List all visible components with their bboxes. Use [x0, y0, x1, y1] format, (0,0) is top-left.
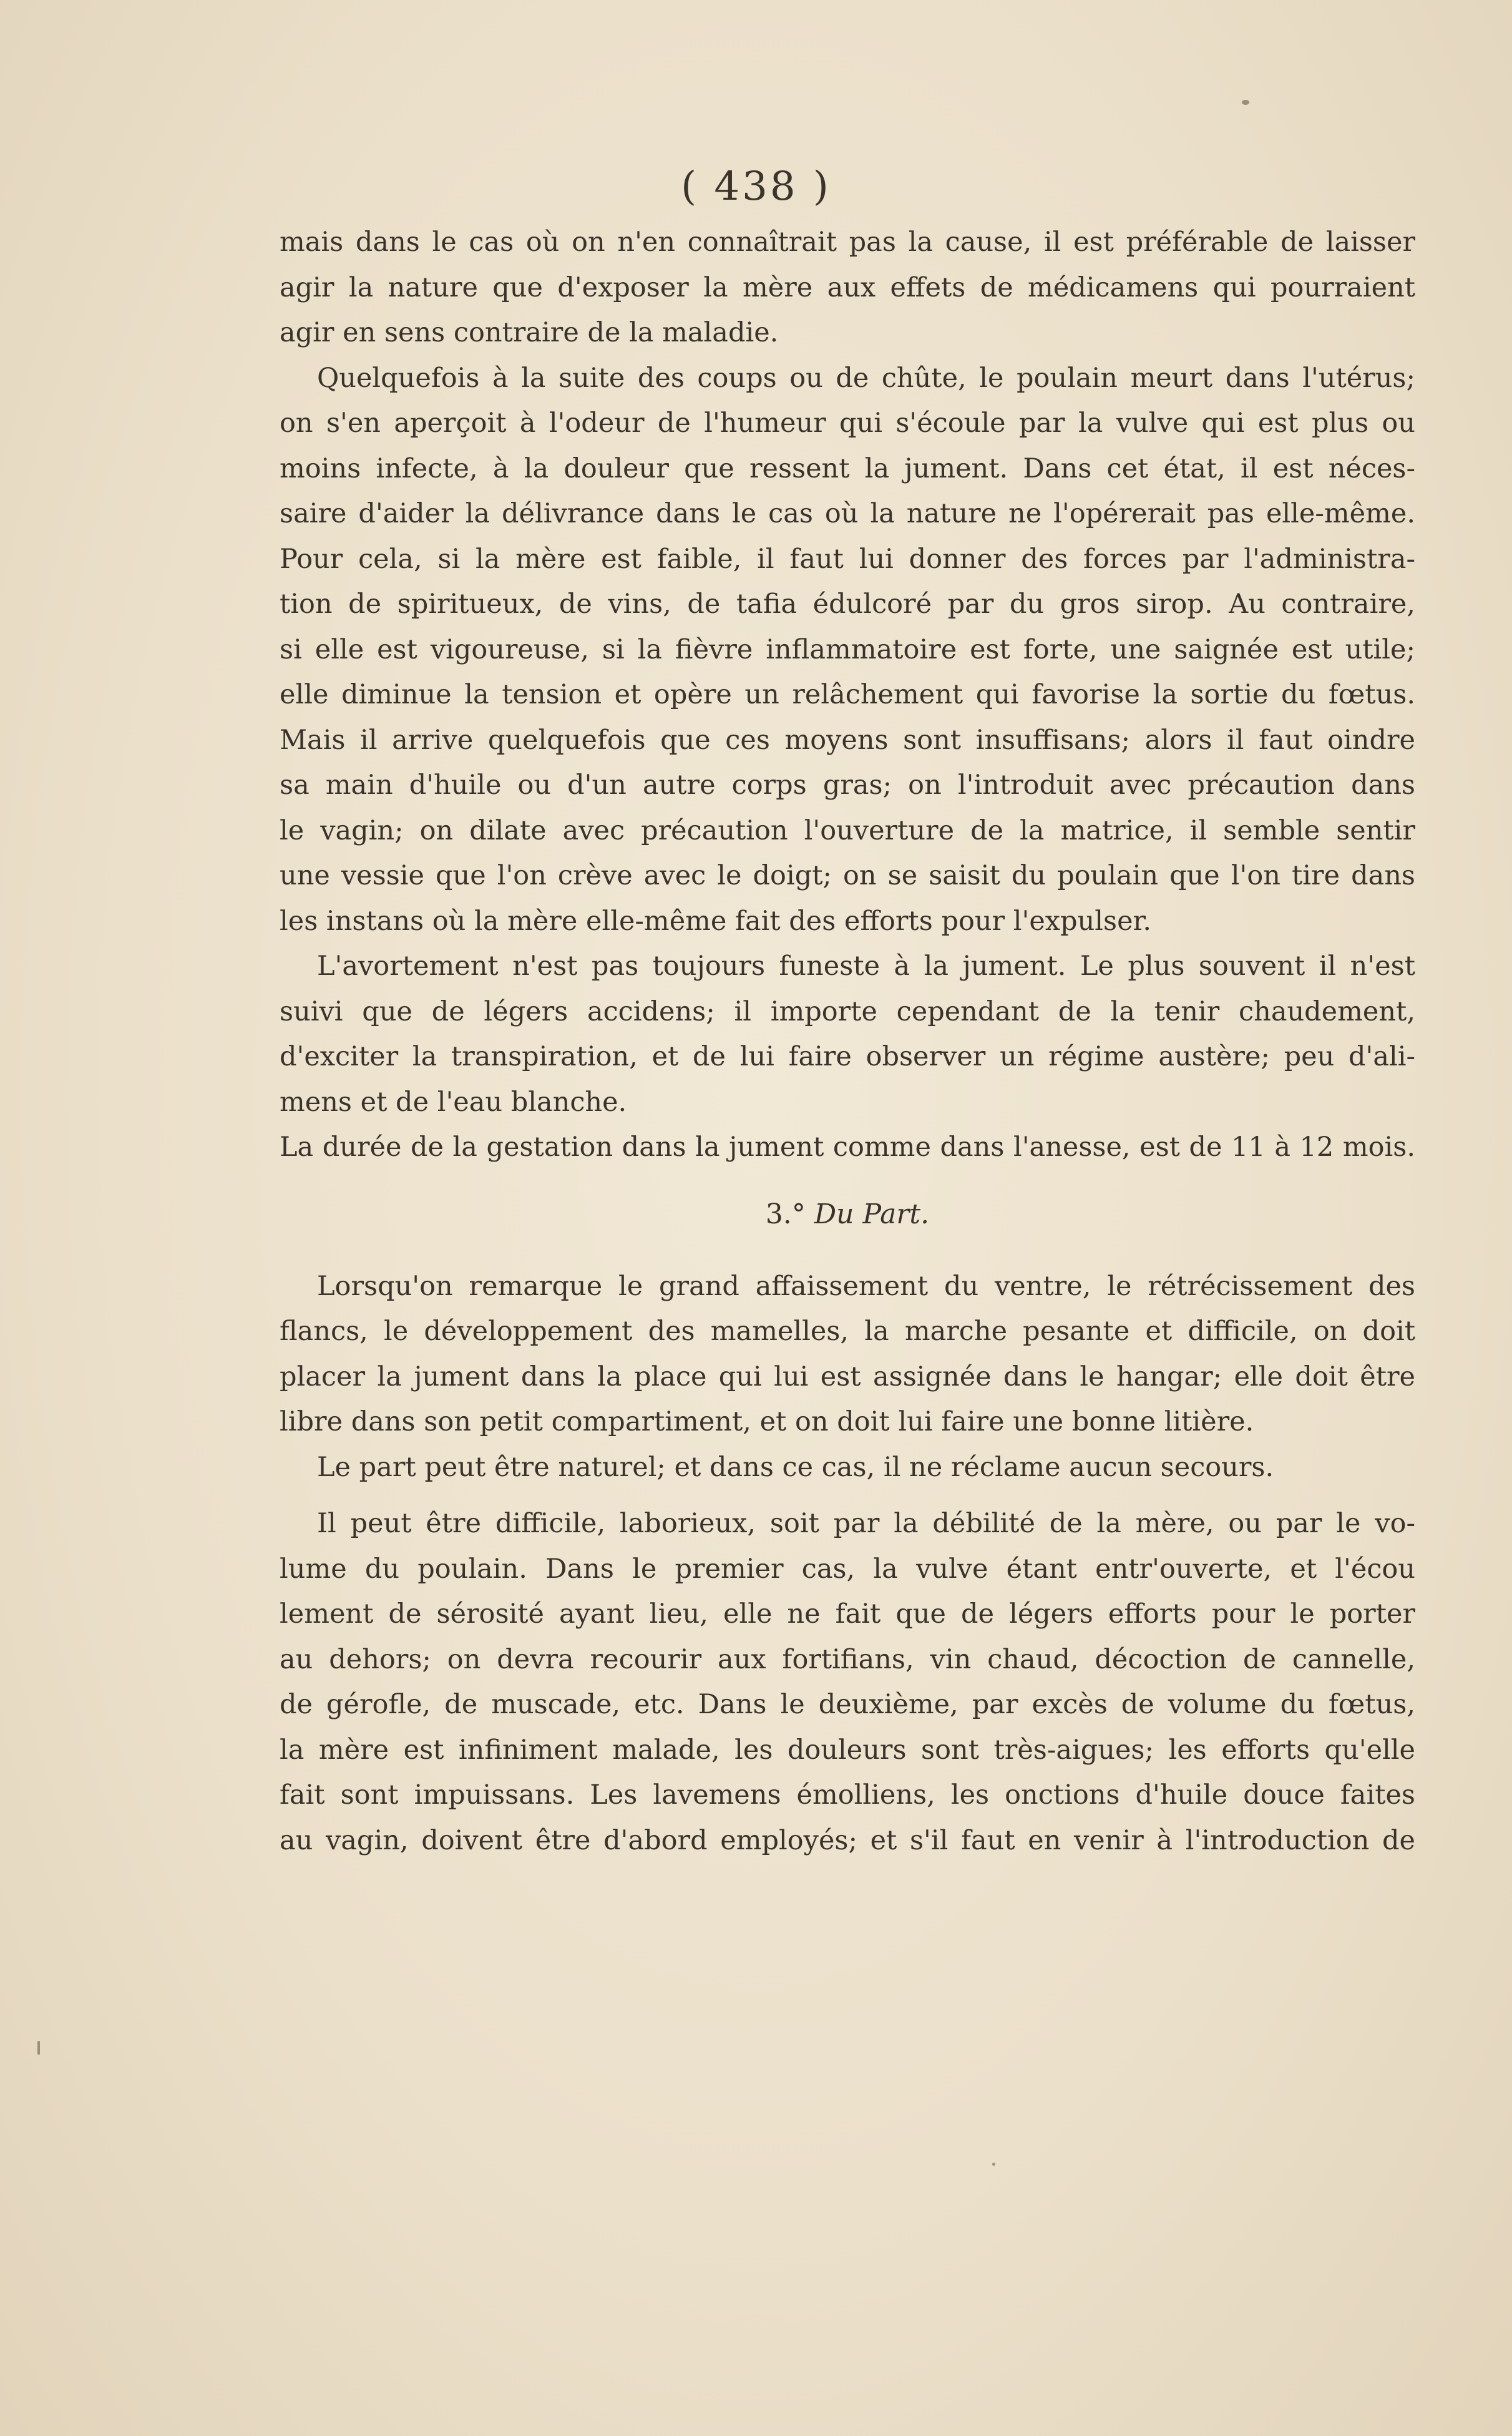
text-line: agir la nature que d'exposer la mère aux effets de médicamens qui pourraient [280, 271, 1415, 303]
body-text [280, 220, 1415, 1863]
paragraph [280, 356, 1415, 944]
paragraph [280, 1125, 1415, 1170]
text-line: libre dans son petit compartiment, et on doit lui faire une bonne litière. [280, 1406, 1254, 1437]
text-line: d'exciter la transpiration, et de lui faire observer un régime austère; peu d'ali- [280, 1041, 1415, 1072]
text-line: placer la jument dans la place qui lui est assignée dans le hangar; elle doit être [280, 1361, 1415, 1392]
paragraph [280, 1264, 1415, 1445]
text-line: de gérofle, de muscade, etc. Dans le deuxième, par excès de volume du fœtus, [280, 1689, 1415, 1720]
section-heading [280, 1178, 1415, 1251]
text-line: sa main d'huile ou d'un autre corps gras; on l'introduit avec précaution dans [280, 770, 1415, 801]
text-line: la mère est infiniment malade, les douleurs sont très-aigues; les efforts qu'elle [280, 1734, 1415, 1766]
text-line: fait sont impuissans. Les lavemens émolliens, les onctions d'huile douce faites [280, 1779, 1415, 1811]
text-line: Lorsqu'on remarque le grand affaissement du ventre, le rétrécissement des [317, 1270, 1415, 1302]
text-line: agir en sens contraire de la maladie. [280, 317, 779, 348]
paper-speck [37, 2041, 40, 2055]
text-line: Le part peut être naturel; et dans ce cas, il ne réclame aucun secours. [317, 1451, 1274, 1483]
paragraph [280, 1501, 1415, 1863]
text-line: Mais il arrive quelquefois que ces moyens sont insuffisans; alors il faut oindre [280, 724, 1415, 756]
paragraph [280, 220, 1415, 356]
text-line: lume du poulain. Dans le premier cas, la vulve étant entr'ouverte, et l'écou [280, 1553, 1415, 1585]
text-line: tion de spiritueux, de vins, de tafia édulcoré par du gros sirop. Au contraire, [280, 589, 1415, 620]
section-title: Du Part. [814, 1198, 930, 1230]
text-line: La durée de la gestation dans la jument comme dans l'anesse, est de 11 à 12 mois. [280, 1132, 1415, 1163]
text-line: elle diminue la tension et opère un relâchement qui favorise la sortie du fœtus. [280, 679, 1415, 710]
text-line: une vessie que l'on crève avec le doigt; on se saisit du poulain que l'on tire dans [280, 860, 1415, 891]
text-line: moins infecte, à la douleur que ressent la jument. Dans cet état, il est néces- [280, 452, 1415, 484]
text-line: le vagin; on dilate avec précaution l'ouverture de la matrice, il semble sentir [280, 814, 1415, 846]
text-line: on s'en aperçoit à l'odeur de l'humeur qui s'écoule par la vulve qui est plus ou [280, 408, 1415, 439]
text-line: Quelquefois à la suite des coups ou de chûte, le poulain meurt dans l'utérus; [317, 362, 1415, 394]
text-line: les instans où la mère elle-même fait des efforts pour l'expulser. [280, 905, 1152, 937]
text-line: mens et de l'eau blanche. [280, 1086, 627, 1118]
text-line: L'avortement n'est pas toujours funeste à la jument. Le plus souvent il n'est [317, 951, 1415, 982]
paragraph [280, 1445, 1415, 1490]
text-line: au vagin, doivent être d'abord employés; et s'il faut en venir à l'introduction de [280, 1824, 1415, 1856]
text-line: saire d'aider la délivrance dans le cas où la nature ne l'opérerait pas elle-même. [280, 498, 1415, 529]
paper-speck [992, 2163, 995, 2166]
paper-speck [1242, 100, 1249, 105]
text-line: suivi que de légers accidens; il importe cependant de la tenir chaudement, [280, 995, 1415, 1027]
text-line: si elle est vigoureuse, si la fièvre inflammatoire est forte, une saignée est utile; [280, 633, 1415, 665]
text-line: mais dans le cas où on n'en connaîtrait pas la cause, il est préférable de laisser [280, 227, 1415, 258]
text-line: Pour cela, si la mère est faible, il faut lui donner des forces par l'administra- [280, 543, 1415, 575]
paragraph [280, 944, 1415, 1125]
page-number: ( 438 ) [681, 164, 831, 210]
text-line: au dehors; on devra recourir aux fortifians, vin chaud, décoction de cannelle, [280, 1643, 1415, 1675]
text-line: lement de sérosité ayant lieu, elle ne fait que de légers efforts pour le porter [280, 1598, 1415, 1630]
section-number: 3.° [765, 1198, 806, 1230]
text-line: flancs, le développement des mamelles, la marche pesante et difficile, on doit [280, 1316, 1415, 1347]
text-line: Il peut être difficile, laborieux, soit par la débilité de la mère, ou par le vo- [317, 1508, 1415, 1539]
